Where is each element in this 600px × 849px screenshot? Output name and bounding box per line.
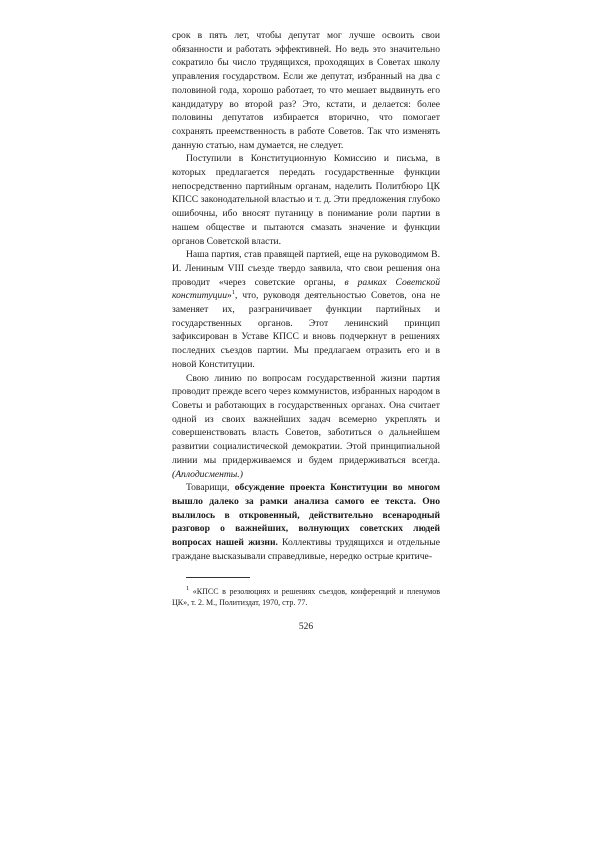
- applause-note: (Аплодисменты.): [172, 468, 243, 480]
- paragraph-3-text-b: »: [227, 290, 232, 302]
- page-number: 526: [298, 622, 314, 633]
- footnote-marker: 1: [186, 585, 190, 593]
- paragraph-5: [172, 481, 440, 563]
- paragraph-4: [172, 372, 440, 482]
- paragraph-5-text-a: Товарищи,: [186, 482, 235, 494]
- footnote-text: «КПСС в резолюциях и решениях съездов, конференций и пленумов ЦК», т. 2. М., Политиздат, 1970, стр. 77.: [172, 587, 440, 608]
- paragraph-3-text-a: Наша партия, став правящей партией, еще на руководимом В. И. Лениным VIII съезде твердо заявила, что свои решения она проводит «через советские органы,: [172, 249, 440, 288]
- paragraph-3-italic-quote: в рамках Советской конституции: [172, 276, 440, 302]
- paragraph-5-text-b: Коллективы трудящихся и отдельные граждане высказывали справедливые, нередко острые критиче-: [172, 537, 441, 562]
- footnote: [172, 586, 440, 608]
- footnote-divider: [186, 577, 250, 578]
- text-column: [172, 29, 440, 632]
- paragraph-3-text-c: , что, руководя деятельностью Советов, она не заменяет их, разграничивает функции партийных и государственных органов. Этот ленинский принцип зафиксирован в Уставе КПСС и вновь подчеркнут в решениях последних съездов партии. Мы предлагаем отразить его и в новой Конституции.: [172, 290, 440, 370]
- paragraph-4-text: Свою линию по вопросам государственной жизни партия проводит прежде всего через коммунистов, избранных народом в Советы и работающих в государственных органах. Она считает одной из своих важнейших задач всемерно укреплять и совершенствовать власть Советов, заботиться о дальнейшем развитии социалистической демократии. Этой принципиальной линии мы придерживаемся и будем придерживаться всегда.: [172, 372, 440, 466]
- paragraph-1: срок в пять лет, чтобы депутат мог лучше освоить свои обязанности и работать эффективней. Но ведь это значительно сократило бы число трудящихся, проходящих в Советах школу управления государством. Если же депутат, избранный на два с половиной года, хорошо работает, то что мешает выдвинуть его кандидатуру во второй раз? Это, кстати, и делается: более половины депутатов избирается вторично, что помогает сохранять преемственность в работе Советов. Так что изменять данную статью, нам думается, не следует.: [172, 30, 440, 151]
- paragraph-5-bold: обсуждение проекта Конституции во многом вышло далеко за рамки анализа самого ее текста. Оно вылилось в откровенный, действительно всенародный разговор о важнейших, волнующих советских людей вопросах нашей жизни.: [172, 482, 440, 549]
- paragraph-3: [172, 248, 440, 371]
- paragraph-2: Поступили в Конституционную Комиссию и письма, в которых предлагается передать государственные функции непосредственно партийным органам, наделить Политбюро ЦК КПСС законодательной властью и т. д. Эти предложения глубоко ошибочны, ибо вносят путаницу в понимание роли партии в нашем обществе и пытаются смазать значение и функции органов Советской власти.: [172, 153, 440, 247]
- footnote-ref[interactable]: 1: [231, 289, 236, 297]
